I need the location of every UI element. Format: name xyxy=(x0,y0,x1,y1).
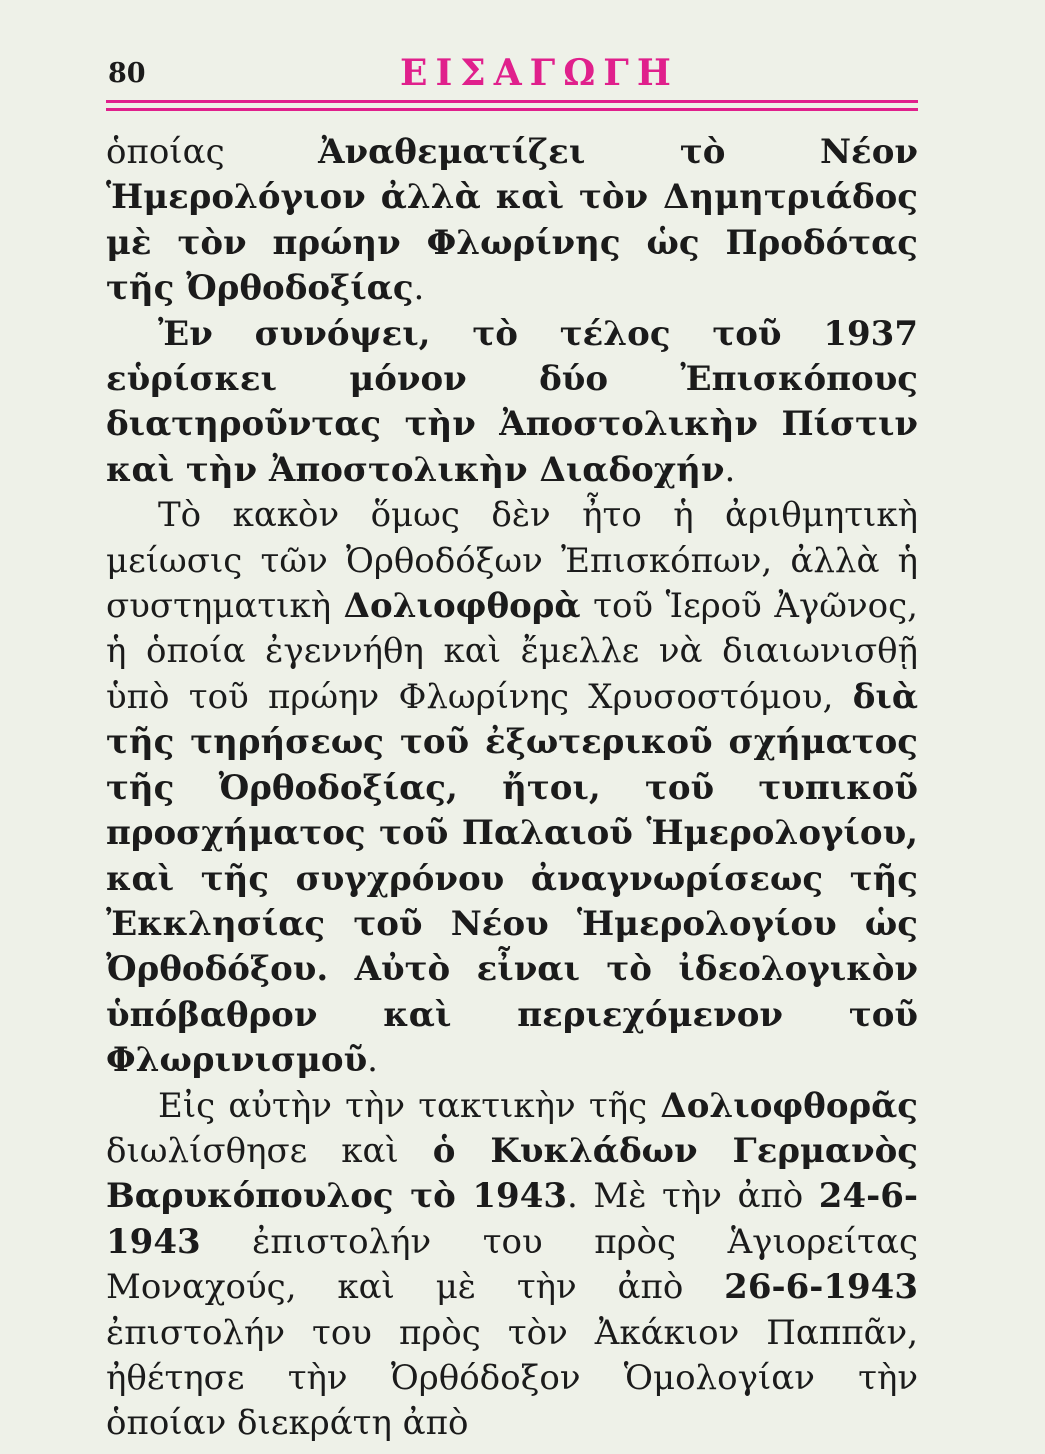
text-run: τοῦ Ἱεροῦ Ἀγῶνος, ἡ ὁποία ἐγεννήθη καὶ ἔμελλε νὰ διαιωνισθῇ ὑπὸ τοῦ πρώην Φλωρίνης Χρυσοστόμου, xyxy=(106,586,918,717)
text-run: . xyxy=(413,268,425,309)
running-title: ΕΙΣΑΓΩΓΗ xyxy=(400,52,679,94)
text-run: Τὸ κακὸν ὅμως δὲν ἦτο ἡ ἀριθμητικὴ μείωσις τῶν Ὀρθοδόξων Ἐπισκόπων, ἀλλὰ ἡ συστηματικὴ xyxy=(106,495,918,627)
text-run-bold: 26-6-1943 xyxy=(724,1267,918,1308)
paragraph xyxy=(106,1084,918,1447)
text-run-bold: Δολιοφθορὰ xyxy=(343,586,581,627)
body-text xyxy=(106,130,918,1447)
text-run-bold: Δολιοφθορᾶς xyxy=(660,1085,918,1126)
header-rule-top xyxy=(106,100,918,103)
text-run: . xyxy=(367,1040,378,1081)
page-number: 80 xyxy=(108,58,146,89)
text-run: . Μὲ τὴν ἀπὸ xyxy=(567,1176,819,1217)
text-run-bold: Ἐν συνόψει, τὸ τέλος τοῦ 1937 εὑρίσκει μόνον δύο Ἐπισκόπους διατηροῦντας τὴν Ἀποστολικὴν Πίστιν καὶ τὴν Ἀποστολικὴν Διαδοχήν xyxy=(106,313,918,490)
text-run: ἐπιστολήν του πρὸς Ἁγιορείτας Μοναχούς, καὶ μὲ τὴν ἀπὸ xyxy=(106,1221,918,1308)
text-run: διωλίσθησε καὶ xyxy=(106,1130,433,1171)
paragraph xyxy=(106,130,918,312)
text-run: Εἰς αὐτὴν τὴν τακτικὴν τῆς xyxy=(158,1085,661,1126)
text-run: ὁποίας xyxy=(106,132,319,172)
text-run-bold: Ἀναθεματίζει τὸ Νέον Ἡμερολόγιον ἀλλὰ καὶ τὸν Δημητριάδος μὲ τὸν πρώην Φλωρίνης ὡς Προδότας τῆς Ὀρθοδοξίας xyxy=(106,132,918,309)
header-rule-bottom xyxy=(106,108,918,111)
paragraph xyxy=(106,493,918,1083)
text-run-bold: 24-6-1943 xyxy=(106,1176,918,1262)
text-run: ἐπιστολήν του πρὸς τὸν Ἀκάκιον Παππᾶν, ἠθέτησε τὴν Ὀρθόδοξον Ὁμολογίαν τὴν ὁποίαν διεκράτη ἀπὸ xyxy=(106,1312,918,1444)
text-run-bold: ὁ Κυκλάδων Γερμανὸς Βαρυκόπουλος τὸ 1943 xyxy=(106,1130,918,1217)
text-run-bold: διὰ τῆς τηρήσεως τοῦ ἐξωτερικοῦ σχήματος τῆς Ὀρθοδοξίας, ἤτοι, τοῦ τυπικοῦ προσχήματος τοῦ Παλαιοῦ Ἡμερολογίου, καὶ τῆς συγχρόνου ἀναγνωρίσεως τῆς Ἐκκλησίας τοῦ Νέου Ἡμερολογίου ὡς Ὀρθοδόξου. Αὐτὸ εἶναι τὸ ἰδεολογικὸν ὑπόβαθρον καὶ περιεχόμενον τοῦ Φλωρινισμοῦ xyxy=(106,676,918,1081)
paragraph xyxy=(106,312,918,494)
text-run: . xyxy=(724,449,736,490)
